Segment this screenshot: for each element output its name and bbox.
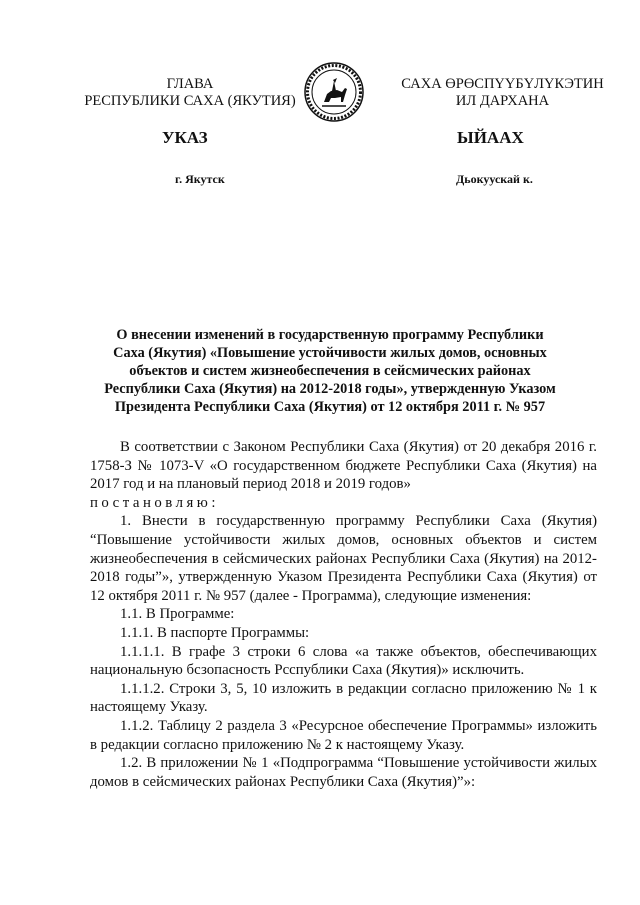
paragraph-1-2: 1.2. В приложении № 1 «Подпрограмма “Повышение устойчивости жилых домов в сейсмических районах Республики Саха (Якутия)”»: <box>90 755 597 790</box>
title-line: О внесении изменений в государственную программу Республики <box>116 327 544 343</box>
intro-paragraph: В соответствии с Законом Республики Саха (Якутия) от 20 декабря 2016 г. 1758-З № 1073-V «О государственном бюджете Республики Саха (Якутия) на 2017 год и на плановый период 2018 и 2019 годов» <box>90 439 597 493</box>
paragraph-1: 1. Внести в государственную программу Республики Саха (Якутия) “Повышение устойчивости жилых домов, основных объектов и систем жизнеобеспечения в сейсмических районах Республики Саха (Якутия) на 2012-2018 годы”», утвержденную Указом Президента Республики Саха (Якутия) от 12 октября 2011 г. № 957 (далее - Программа), следующие изменения: <box>90 513 597 604</box>
title-line: объектов и систем жизнеобеспечения в сейсмических районах <box>129 363 531 379</box>
decree-word-paragraph <box>90 494 597 513</box>
decree-body <box>90 438 597 791</box>
title-line: Саха (Якутия) «Повышение устойчивости жилых домов, основных <box>113 345 547 361</box>
header-left-title: ГЛАВА <box>166 76 214 92</box>
paragraph-1-1-1: 1.1.1. В паспорте Программы: <box>120 624 310 641</box>
decree-title <box>90 326 570 416</box>
header-left-subtitle: РЕСПУБЛИКИ САХА (ЯКУТИЯ) <box>84 93 296 109</box>
paragraph-1-1-1-2: 1.1.1.2. Строки 3, 5, 10 изложить в редакции согласно приложению № 1 к настоящему Указу. <box>90 680 597 716</box>
decree-word: постановляю: <box>90 494 219 511</box>
title-line: Республики Саха (Якутия) на 2012-2018 годы», утвержденную Указом <box>104 381 556 397</box>
title-line: Президента Республики Саха (Якутия) от 12 октября 2011 г. № 957 <box>114 399 546 415</box>
header-right-subtitle: ИЛ ДАРХАНА <box>455 93 550 109</box>
city-yakut: Дьокуускай к. <box>456 172 533 186</box>
header-left <box>75 76 305 110</box>
header-right <box>385 76 620 110</box>
paragraph-1-1-2: 1.1.2. Таблицу 2 раздела 3 «Ресурсное обеспечение Программы» изложить в редакции согласно приложению № 2 к настоящему Указу. <box>90 717 597 753</box>
header-right-title: САХА ӨРӨСПҮҮБҮЛҮКЭТИН <box>401 76 604 92</box>
doc-type-russian: УКАЗ <box>162 128 208 147</box>
city-russian: г. Якутск <box>175 172 225 186</box>
doc-type-yakut: ЫЙААХ <box>457 128 524 147</box>
paragraph-1-1-1-1: 1.1.1.1. В графе 3 строки 6 слова «а также объектов, обеспечивающих национальную бсзопасность Рсспублики Саха (Якутия)» исключить. <box>90 643 597 679</box>
paragraph-1-1: 1.1. В Программе: <box>120 606 235 623</box>
coat-of-arms-icon <box>304 62 364 122</box>
